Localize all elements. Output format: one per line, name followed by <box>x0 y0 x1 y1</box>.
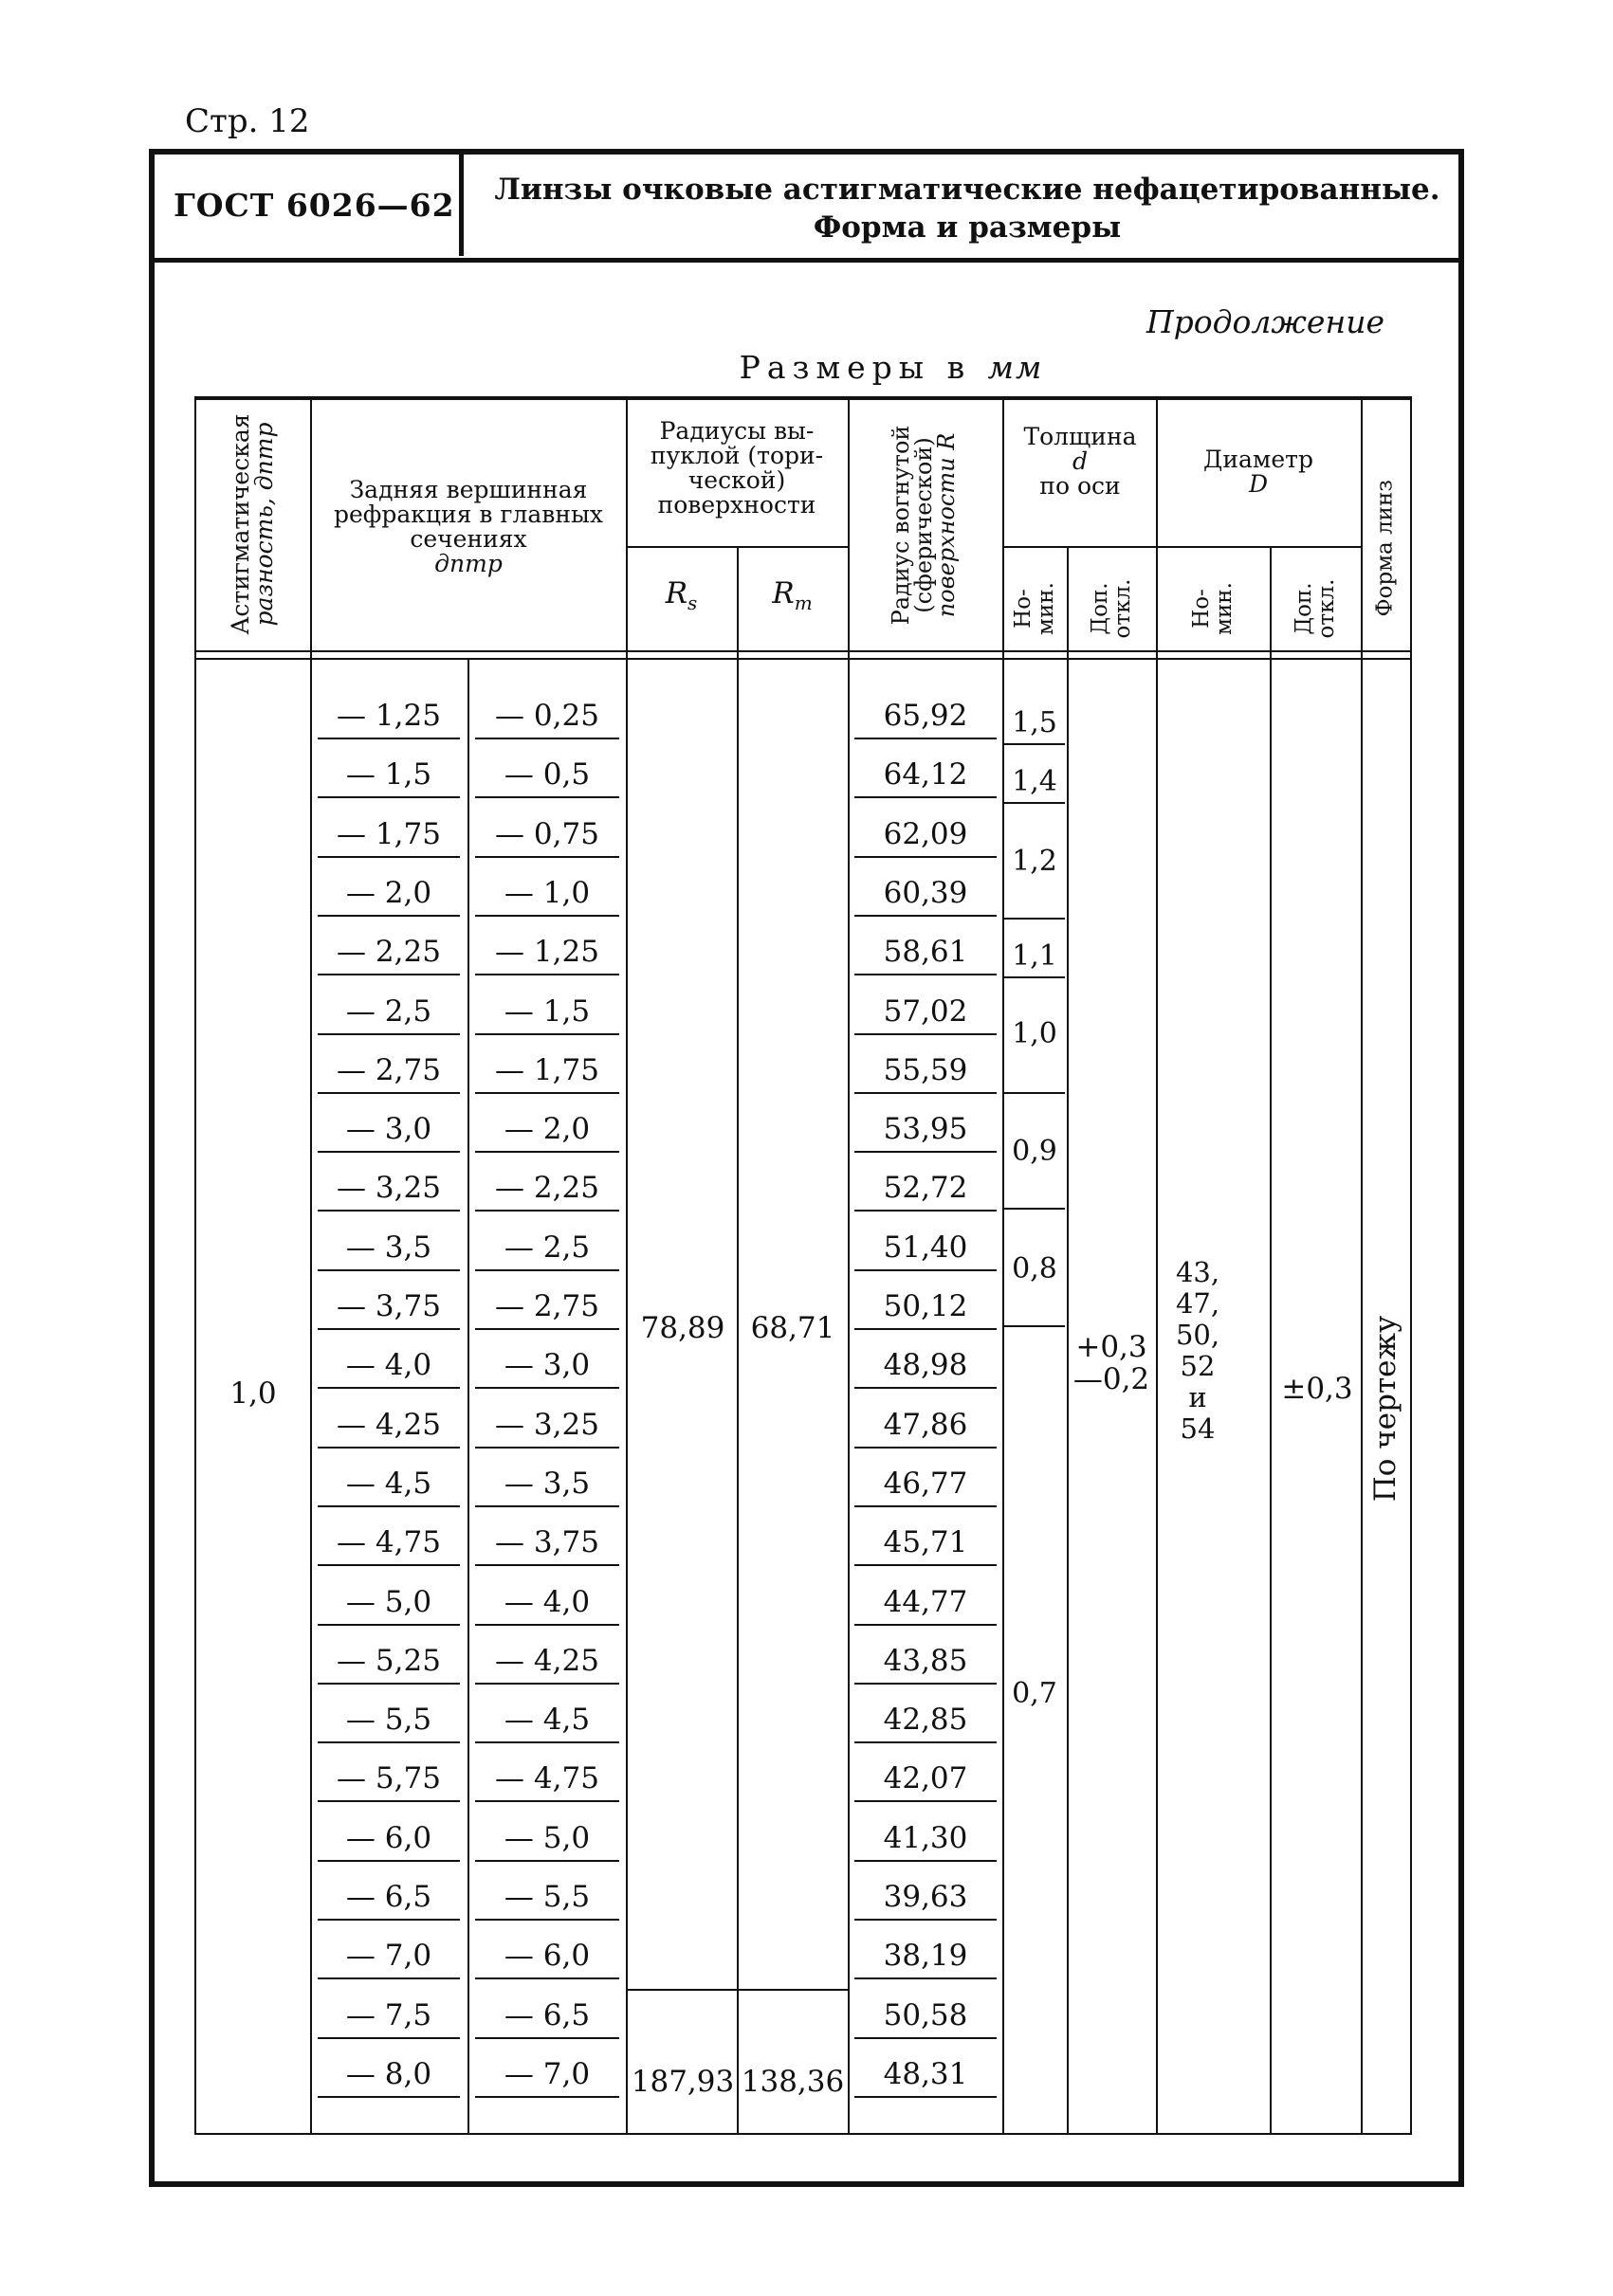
row-underline <box>318 1092 460 1094</box>
concave-radius-value: 50,58 <box>883 1998 968 2032</box>
row-underline <box>854 1977 997 1979</box>
document-title-line-2: Форма и размеры <box>813 210 1122 245</box>
col-sep-6 <box>1361 396 1363 2135</box>
header-diameter-tolerance-line-1: Доп. <box>1292 582 1316 635</box>
col-sep-7 <box>1410 396 1412 2135</box>
concave-radius-value: 48,98 <box>883 1348 968 1382</box>
refraction-section-2-value: — 2,0 <box>504 1112 591 1146</box>
refraction-section-1-value: — 1,5 <box>345 757 432 792</box>
diameter-value-3: 50, <box>1175 1319 1220 1351</box>
units-label: Размеры в <box>739 349 972 386</box>
col-sep-2 <box>626 396 628 2135</box>
document-title <box>493 171 1441 246</box>
row-underline <box>318 1741 460 1743</box>
refraction-section-1-value: — 3,5 <box>345 1230 432 1265</box>
refraction-section-2-value: — 3,0 <box>504 1348 591 1382</box>
refraction-section-2-value: — 2,5 <box>504 1230 591 1265</box>
table-bottom-border <box>194 2133 1412 2135</box>
continuation-label: Продолжение <box>1146 303 1384 340</box>
row-underline <box>854 1033 997 1035</box>
row-underline <box>854 856 997 858</box>
row-underline <box>854 2037 997 2039</box>
row-underline <box>475 915 619 917</box>
header-thickness-nominal <box>1012 561 1057 656</box>
rs-value-group-2: 187,93 <box>631 2065 735 2099</box>
row-underline <box>475 1919 619 1921</box>
refraction-section-2-value: — 4,25 <box>495 1644 599 1678</box>
header-thickness-nominal-line-1: Но- <box>1011 589 1036 629</box>
thickness-value-2: 1,4 <box>1012 765 1057 798</box>
frame-left-border <box>149 149 155 2187</box>
row-underline <box>318 2096 460 2098</box>
diameter-tolerance: ±0,3 <box>1281 1372 1353 1406</box>
row-underline <box>318 1210 460 1212</box>
refraction-section-2-value: — 3,75 <box>495 1525 599 1559</box>
thickness-subheader-line <box>1002 546 1156 548</box>
concave-radius-value: 60,39 <box>883 876 968 910</box>
thickness-value-8: 0,7 <box>1012 1677 1057 1710</box>
header-rm-letter: R <box>772 576 795 610</box>
header-diameter-tolerance <box>1292 561 1338 656</box>
row-underline <box>854 1860 997 1862</box>
header-convex-line-1: Радиусы вы- <box>659 417 815 445</box>
refraction-section-1-value: — 3,25 <box>337 1171 441 1205</box>
convex-subheader-line <box>626 546 848 548</box>
header-diameter-nominal-line-2: мин. <box>1212 582 1237 635</box>
row-underline <box>854 1387 997 1389</box>
concave-radius-value: 48,31 <box>883 2057 968 2091</box>
col-sep-diam <box>1270 548 1272 2135</box>
row-underline <box>475 1269 619 1271</box>
row-underline <box>318 1328 460 1330</box>
header-astigmatic-line-2: разность, дптр <box>250 422 278 627</box>
concave-radius-value: 52,72 <box>883 1171 968 1205</box>
header-thickness-line-2: d <box>1072 447 1088 475</box>
frame-top-border <box>149 149 1464 155</box>
thickness-sep-4 <box>1004 976 1065 978</box>
row-underline <box>854 1505 997 1507</box>
refraction-section-1-value: — 2,5 <box>345 994 432 1029</box>
header-refraction-line-2: рефракция в главных <box>334 501 603 528</box>
row-underline <box>854 974 997 975</box>
concave-radius-value: 39,63 <box>883 1880 968 1914</box>
header-convex-line-2: пуклой (тори- <box>650 442 824 469</box>
row-underline <box>475 1800 619 1802</box>
row-underline <box>318 856 460 858</box>
convex-group-separator <box>626 1989 848 1991</box>
row-underline <box>854 2096 997 2098</box>
header-refraction-line-1: Задняя вершинная <box>349 476 588 503</box>
row-underline <box>318 2037 460 2039</box>
concave-radius-value: 57,02 <box>883 994 968 1029</box>
refraction-section-2-value: — 6,5 <box>504 1998 591 2032</box>
refraction-section-1-value: — 3,75 <box>337 1289 441 1323</box>
refraction-section-2-value: — 2,75 <box>495 1289 599 1323</box>
header-rs <box>628 576 735 615</box>
table-top-border <box>194 396 1412 400</box>
row-underline <box>318 1269 460 1271</box>
thickness-sep-7 <box>1004 1325 1065 1327</box>
row-underline <box>854 1092 997 1094</box>
concave-radius-value: 38,19 <box>883 1939 968 1973</box>
header-astigmatic-line-1: Астигматическая <box>227 413 254 635</box>
diameter-value-4: 52 <box>1180 1350 1216 1382</box>
row-underline <box>475 856 619 858</box>
header-rm <box>739 576 846 615</box>
units-value: мм <box>987 349 1044 386</box>
row-underline <box>475 2096 619 2098</box>
concave-radius-value: 55,59 <box>883 1053 968 1087</box>
row-underline <box>854 1564 997 1566</box>
concave-radius-value: 42,07 <box>883 1761 968 1795</box>
concave-radius-value: 45,71 <box>883 1525 968 1559</box>
row-underline <box>318 1624 460 1626</box>
concave-radius-value: 44,77 <box>883 1585 968 1619</box>
row-underline <box>475 1683 619 1685</box>
diameter-subheader-line <box>1156 546 1361 548</box>
col-sep-refr <box>467 658 469 2135</box>
refraction-section-2-value: — 0,5 <box>504 757 591 792</box>
thickness-sep-3 <box>1004 918 1065 920</box>
header-concave-radius <box>889 397 958 653</box>
col-sep-3 <box>848 396 850 2135</box>
header-concave-line-1: Радиус вогнутой <box>888 425 914 626</box>
thickness-sep-6 <box>1004 1208 1065 1210</box>
concave-radius-value: 51,40 <box>883 1230 968 1265</box>
thickness-sep-1 <box>1004 743 1065 745</box>
concave-radius-value: 47,86 <box>883 1408 968 1442</box>
row-underline <box>475 738 619 739</box>
refraction-section-1-value: — 4,0 <box>345 1348 432 1382</box>
header-bottom-border-2 <box>194 658 1412 660</box>
row-underline <box>318 1033 460 1035</box>
diameter-nominal-values <box>1158 1257 1237 1445</box>
row-underline <box>854 796 997 798</box>
refraction-section-1-value: — 1,25 <box>337 699 441 733</box>
row-underline <box>854 1210 997 1212</box>
refraction-section-2-value: — 0,75 <box>495 817 599 851</box>
row-underline <box>475 1860 619 1862</box>
row-underline <box>318 1505 460 1507</box>
concave-radius-value: 41,30 <box>883 1821 968 1855</box>
thickness-tolerance <box>1067 1331 1156 1395</box>
refraction-section-1-value: — 6,5 <box>345 1880 432 1914</box>
diameter-value-2: 47, <box>1175 1287 1220 1320</box>
header-diameter-tolerance-line-2: откл. <box>1314 578 1339 639</box>
concave-radius-value: 50,12 <box>883 1289 968 1323</box>
header-concave-line-2: (сферической) <box>910 437 937 613</box>
header-thickness-line-1: Толщина <box>1023 423 1137 450</box>
row-underline <box>854 1683 997 1685</box>
header-rs-sub: s <box>687 592 698 615</box>
concave-radius-value: 43,85 <box>883 1644 968 1678</box>
row-underline <box>475 1092 619 1094</box>
header-diameter-line-2: D <box>1248 470 1269 498</box>
row-underline <box>475 1741 619 1743</box>
row-underline <box>475 1564 619 1566</box>
header-astigmatic-difference <box>229 408 276 641</box>
row-underline <box>318 1860 460 1862</box>
row-underline <box>318 738 460 739</box>
concave-radius-value: 46,77 <box>883 1467 968 1501</box>
row-underline <box>854 1151 997 1153</box>
thickness-value-6: 0,9 <box>1012 1135 1057 1168</box>
header-convex-radii <box>628 419 846 518</box>
header-divider <box>459 152 464 256</box>
header-concave-line-3: поверхности R <box>933 432 960 618</box>
concave-radius-value: 53,95 <box>883 1112 968 1146</box>
header-refraction-line-3: сечениях <box>410 525 527 553</box>
header-thickness-tolerance <box>1089 561 1134 656</box>
refraction-section-1-value: — 7,0 <box>345 1939 432 1973</box>
row-underline <box>854 1269 997 1271</box>
row-underline <box>475 1977 619 1979</box>
row-underline <box>475 796 619 798</box>
thickness-sep-2 <box>1004 802 1065 804</box>
header-lens-form: Форма линз <box>1372 480 1398 617</box>
refraction-section-2-value: — 5,5 <box>504 1880 591 1914</box>
row-underline <box>318 796 460 798</box>
rm-value-group-1: 68,71 <box>750 1311 835 1345</box>
rm-value-group-2: 138,36 <box>741 2065 845 2099</box>
thickness-value-4: 1,1 <box>1012 939 1057 973</box>
refraction-section-2-value: — 4,0 <box>504 1585 591 1619</box>
refraction-section-1-value: — 8,0 <box>345 2057 432 2091</box>
refraction-section-1-value: — 6,0 <box>345 1821 432 1855</box>
thickness-value-7: 0,8 <box>1012 1252 1057 1285</box>
row-underline <box>475 1624 619 1626</box>
row-underline <box>854 1800 997 1802</box>
refraction-section-1-value: — 2,0 <box>345 876 432 910</box>
refraction-section-1-value: — 5,25 <box>337 1644 441 1678</box>
refraction-section-2-value: — 6,0 <box>504 1939 591 1973</box>
diameter-value-6: 54 <box>1180 1412 1216 1445</box>
row-underline <box>318 1919 460 1921</box>
col-sep-1 <box>310 396 312 2135</box>
header-thickness-tolerance-line-1: Доп. <box>1088 582 1112 635</box>
row-underline <box>318 1800 460 1802</box>
row-underline <box>854 1919 997 1921</box>
frame-bottom-border <box>149 2181 1464 2187</box>
row-underline <box>854 915 997 917</box>
refraction-section-2-value: — 3,25 <box>495 1408 599 1442</box>
header-thickness <box>1004 425 1156 499</box>
header-rs-letter: R <box>665 576 688 610</box>
row-underline <box>475 974 619 975</box>
rs-value-group-1: 78,89 <box>640 1311 725 1345</box>
concave-radius-value: 65,92 <box>883 699 968 733</box>
header-refraction-line-4: дптр <box>434 550 503 577</box>
row-underline <box>475 2037 619 2039</box>
row-underline <box>854 1328 997 1330</box>
row-underline <box>475 1387 619 1389</box>
row-underline <box>318 1564 460 1566</box>
refraction-section-2-value: — 5,0 <box>504 1821 591 1855</box>
refraction-section-1-value: — 2,75 <box>337 1053 441 1087</box>
thickness-tolerance-lower: —0,2 <box>1072 1362 1150 1396</box>
header-diameter-nominal <box>1190 561 1236 656</box>
header-rm-sub: m <box>794 592 813 615</box>
page-number: Стр. 12 <box>185 102 310 140</box>
col-sep-0 <box>194 396 196 2135</box>
units-caption <box>664 349 1119 386</box>
header-thickness-line-3: по оси <box>1039 472 1121 500</box>
row-underline <box>854 738 997 739</box>
refraction-section-1-value: — 5,75 <box>337 1761 441 1795</box>
refraction-section-2-value: — 4,75 <box>495 1761 599 1795</box>
header-diameter-nominal-line-1: Но- <box>1189 589 1214 629</box>
concave-radius-value: 58,61 <box>883 935 968 969</box>
refraction-section-1-value: — 4,25 <box>337 1408 441 1442</box>
standard-code: ГОСТ 6026—62 <box>174 187 455 224</box>
header-diameter-line-1: Диаметр <box>1203 446 1313 473</box>
diameter-value-5: и <box>1188 1381 1207 1413</box>
row-underline <box>854 1624 997 1626</box>
header-thickness-nominal-line-2: мин. <box>1034 582 1058 635</box>
refraction-section-2-value: — 1,5 <box>504 994 591 1029</box>
refraction-section-1-value: — 4,5 <box>345 1467 432 1501</box>
diameter-value-1: 43, <box>1175 1256 1220 1288</box>
row-underline <box>475 1151 619 1153</box>
refraction-section-2-value: — 1,75 <box>495 1053 599 1087</box>
row-underline <box>475 1033 619 1035</box>
header-thickness-tolerance-line-2: откл. <box>1110 578 1135 639</box>
refraction-section-2-value: — 1,25 <box>495 935 599 969</box>
refraction-section-1-value: — 5,0 <box>345 1585 432 1619</box>
refraction-section-1-value: — 4,75 <box>337 1525 441 1559</box>
row-underline <box>854 1741 997 1743</box>
document-title-line-1: Линзы очковые астигматические нефацетированные. <box>494 173 1440 207</box>
refraction-section-1-value: — 3,0 <box>345 1112 432 1146</box>
row-underline <box>318 1447 460 1449</box>
row-underline <box>475 1447 619 1449</box>
row-underline <box>475 1505 619 1507</box>
frame-right-border <box>1458 149 1464 2187</box>
refraction-section-1-value: — 7,5 <box>345 1998 432 2032</box>
refraction-section-2-value: — 7,0 <box>504 2057 591 2091</box>
row-underline <box>854 1447 997 1449</box>
refraction-section-1-value: — 5,5 <box>345 1703 432 1737</box>
row-underline <box>475 1328 619 1330</box>
header-convex-line-4: поверхности <box>657 491 816 519</box>
thickness-value-5: 1,0 <box>1012 1017 1057 1050</box>
refraction-section-1-value: — 1,75 <box>337 817 441 851</box>
header-convex-line-3: ческой) <box>687 466 786 494</box>
header-rule <box>152 258 1460 263</box>
header-vertex-refraction <box>312 478 625 576</box>
header-diameter <box>1158 447 1359 497</box>
thickness-value-1: 1,5 <box>1012 706 1057 739</box>
row-underline <box>318 915 460 917</box>
concave-radius-value: 62,09 <box>883 817 968 851</box>
row-underline <box>318 1387 460 1389</box>
thickness-value-3: 1,2 <box>1012 845 1057 878</box>
refraction-section-2-value: — 1,0 <box>504 876 591 910</box>
dimensions-table <box>194 396 1412 2135</box>
lens-form-value: По чертежу <box>1368 1315 1402 1503</box>
refraction-section-1-value: — 2,25 <box>337 935 441 969</box>
row-underline <box>318 1683 460 1685</box>
refraction-section-2-value: — 2,25 <box>495 1171 599 1205</box>
row-underline <box>475 1210 619 1212</box>
concave-radius-value: 64,12 <box>883 757 968 792</box>
row-underline <box>318 974 460 975</box>
row-underline <box>318 1151 460 1153</box>
concave-radius-value: 42,85 <box>883 1703 968 1737</box>
astigmatic-difference-value: 1,0 <box>229 1376 277 1411</box>
refraction-section-2-value: — 0,25 <box>495 699 599 733</box>
refraction-section-2-value: — 3,5 <box>504 1467 591 1501</box>
row-underline <box>318 1977 460 1979</box>
thickness-tolerance-upper: +0,3 <box>1075 1330 1147 1364</box>
refraction-section-2-value: — 4,5 <box>504 1703 591 1737</box>
thickness-sep-5 <box>1004 1092 1065 1094</box>
